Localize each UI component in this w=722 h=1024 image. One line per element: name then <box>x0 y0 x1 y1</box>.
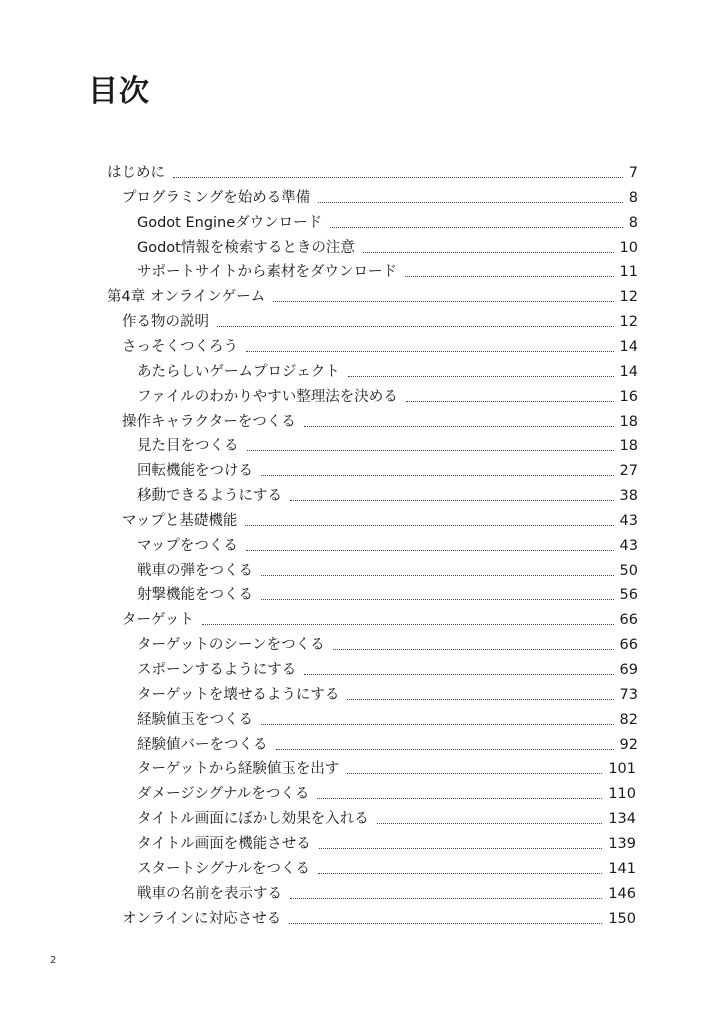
toc-entry-page: 141 <box>608 860 636 877</box>
toc-leader-dots <box>348 376 614 377</box>
toc-leader-dots <box>217 326 614 327</box>
toc-entry-label: ターゲットのシーンをつくる <box>137 637 325 654</box>
toc-entry[interactable] <box>122 332 638 356</box>
toc-leader-dots <box>290 500 614 501</box>
toc-leader-dots <box>304 674 613 675</box>
toc-leader-dots <box>290 898 602 899</box>
toc-entry[interactable] <box>137 481 638 505</box>
toc-leader-dots <box>317 798 602 799</box>
toc-entry-page: 12 <box>619 289 638 306</box>
toc-entry[interactable] <box>107 158 638 182</box>
toc-entry-page: 11 <box>619 264 638 281</box>
toc-entry-label: スポーンするようにする <box>137 662 297 678</box>
toc-entry-label: マップをつくる <box>137 537 238 554</box>
toc-entry-label: タイトル画面を機能させる <box>137 835 311 852</box>
toc-entry[interactable] <box>137 829 636 853</box>
toc-leader-dots <box>406 401 614 402</box>
toc-entry-page: 43 <box>619 537 638 554</box>
toc-entry-label: ファイルのわかりやすい整理法を決める <box>137 388 398 405</box>
page-number: 2 <box>50 955 57 966</box>
toc-leader-dots <box>261 599 614 600</box>
toc-leader-dots <box>202 624 614 625</box>
toc-entry-label: 操作キャラクターをつくる <box>122 413 296 430</box>
toc-entry-label: 作る物の説明 <box>122 314 209 331</box>
toc-entry[interactable] <box>122 605 638 629</box>
toc-entry-label: 戦車の名前を表示する <box>137 885 282 902</box>
toc-leader-dots <box>173 177 623 178</box>
toc-leader-dots <box>276 749 614 750</box>
toc-entry-label: あたらしいゲームプロジェクト <box>137 363 340 380</box>
toc-entry[interactable] <box>122 183 638 207</box>
toc-entry-label: 第4章 オンラインゲーム <box>107 289 266 306</box>
toc-entry-page: 27 <box>619 463 638 480</box>
toc-entry-page: 50 <box>619 562 638 579</box>
toc-entry-page: 139 <box>608 835 636 852</box>
toc-leader-dots <box>246 351 614 352</box>
toc-leader-dots <box>347 773 602 774</box>
toc-entry[interactable] <box>137 257 638 281</box>
toc-entry[interactable] <box>122 506 638 530</box>
toc-entry-label: オンラインに対応させる <box>122 910 282 927</box>
toc-entry[interactable] <box>122 307 638 331</box>
toc-entry[interactable] <box>137 580 638 604</box>
toc-leader-dots <box>289 923 602 924</box>
toc-entry-label: Godot Engineダウンロード <box>137 214 323 231</box>
toc-entry[interactable] <box>137 804 636 828</box>
toc-leader-dots <box>330 227 623 228</box>
toc-entry-label: 回転機能をつける <box>137 463 253 480</box>
toc-entry-label: タイトル画面にぼかし効果を入れる <box>137 811 369 828</box>
toc-entry[interactable] <box>137 854 636 878</box>
toc-entry[interactable] <box>137 456 638 480</box>
toc-entry[interactable] <box>137 879 636 903</box>
toc-leader-dots <box>319 848 603 849</box>
toc-entry-page: 7 <box>628 165 638 181</box>
toc-leader-dots <box>318 873 602 874</box>
toc-entry-label: 経験値玉をつくる <box>137 711 253 728</box>
toc-entry-page: 66 <box>619 637 638 654</box>
toc-entry-page: 18 <box>619 413 638 430</box>
toc-entry-label: マップと基礎機能 <box>122 512 238 529</box>
toc-entry-page: 16 <box>619 388 638 405</box>
toc-entry[interactable] <box>137 705 638 729</box>
toc-leader-dots <box>261 724 614 725</box>
toc-entry[interactable] <box>137 531 638 555</box>
toc-entry-page: 43 <box>619 512 638 529</box>
toc-entry-page: 10 <box>619 239 638 256</box>
toc-entry[interactable] <box>137 655 638 679</box>
toc-entry-label: Godot情報を検索するときの注意 <box>137 239 355 256</box>
toc-leader-dots <box>261 575 614 576</box>
toc-entry[interactable] <box>107 282 638 306</box>
toc-entry-label: はじめに <box>107 165 165 181</box>
toc-entry-page: 12 <box>619 314 638 331</box>
toc-entry[interactable] <box>137 754 636 778</box>
toc-entry-page: 69 <box>619 662 638 678</box>
toc-entry[interactable] <box>137 357 638 381</box>
toc-entry-label: 射撃機能をつくる <box>137 587 253 604</box>
toc-leader-dots <box>363 252 614 253</box>
toc-leader-dots <box>247 450 614 451</box>
toc-entry-page: 92 <box>619 736 638 753</box>
toc-entry-page: 82 <box>619 711 638 728</box>
toc-entry[interactable] <box>137 556 638 580</box>
toc-entry-page: 14 <box>619 363 638 380</box>
toc-entry-page: 134 <box>608 811 636 828</box>
toc-entry[interactable] <box>122 407 638 431</box>
toc-entry-label: サポートサイトから素材をダウンロード <box>137 264 397 281</box>
toc-entry-page: 73 <box>619 686 638 703</box>
toc-entry-page: 56 <box>619 587 638 604</box>
toc-entry[interactable] <box>137 431 638 455</box>
toc-entry-page: 150 <box>608 910 636 927</box>
toc-entry-page: 18 <box>619 438 638 455</box>
toc-entry-label: 戦車の弾をつくる <box>137 562 253 579</box>
toc-leader-dots <box>261 475 614 476</box>
toc-leader-dots <box>347 699 613 700</box>
toc-leader-dots <box>405 276 614 277</box>
toc-leader-dots <box>245 525 613 526</box>
toc-entry[interactable] <box>137 630 638 654</box>
toc-entry[interactable] <box>122 904 636 928</box>
toc-entry-label: ダメージシグナルをつくる <box>137 786 310 803</box>
toc-entry-label: 移動できるようにする <box>137 488 282 505</box>
toc-entry-page: 8 <box>628 214 638 231</box>
toc-entry-page: 66 <box>619 612 638 629</box>
toc-entry-page: 146 <box>608 885 636 902</box>
toc-entry-label: 見た目をつくる <box>137 438 239 455</box>
toc-entry-page: 110 <box>608 786 636 803</box>
toc-leader-dots <box>273 301 613 302</box>
toc-leader-dots <box>333 649 614 650</box>
toc-entry-label: プログラミングを始める準備 <box>122 189 311 206</box>
toc-entry-label: ターゲットを壊せるようにする <box>137 686 340 703</box>
toc-entry-page: 38 <box>619 488 638 505</box>
toc-entry[interactable] <box>137 208 638 232</box>
toc-leader-dots <box>377 823 603 824</box>
toc-entry-label: ターゲット <box>122 612 194 629</box>
toc-entry-label: 経験値バーをつくる <box>137 736 268 753</box>
toc-leader-dots <box>318 202 623 203</box>
toc-entry-label: ターゲットから経験値玉を出す <box>137 761 340 778</box>
toc-entry[interactable] <box>137 680 638 704</box>
toc-entry-page: 14 <box>619 338 638 355</box>
toc-entry[interactable] <box>137 779 636 803</box>
page-title: 目次 <box>88 74 150 109</box>
toc-leader-dots <box>246 550 614 551</box>
toc-entry-label: スタートシグナルをつくる <box>137 860 310 877</box>
toc-entry-page: 8 <box>628 189 638 206</box>
toc-entry[interactable] <box>137 730 638 754</box>
toc-entry-page: 101 <box>608 761 636 778</box>
toc-entry[interactable] <box>137 233 638 257</box>
toc-entry-label: さっそくつくろう <box>122 338 238 355</box>
toc-leader-dots <box>304 426 614 427</box>
toc-entry[interactable] <box>137 382 638 406</box>
